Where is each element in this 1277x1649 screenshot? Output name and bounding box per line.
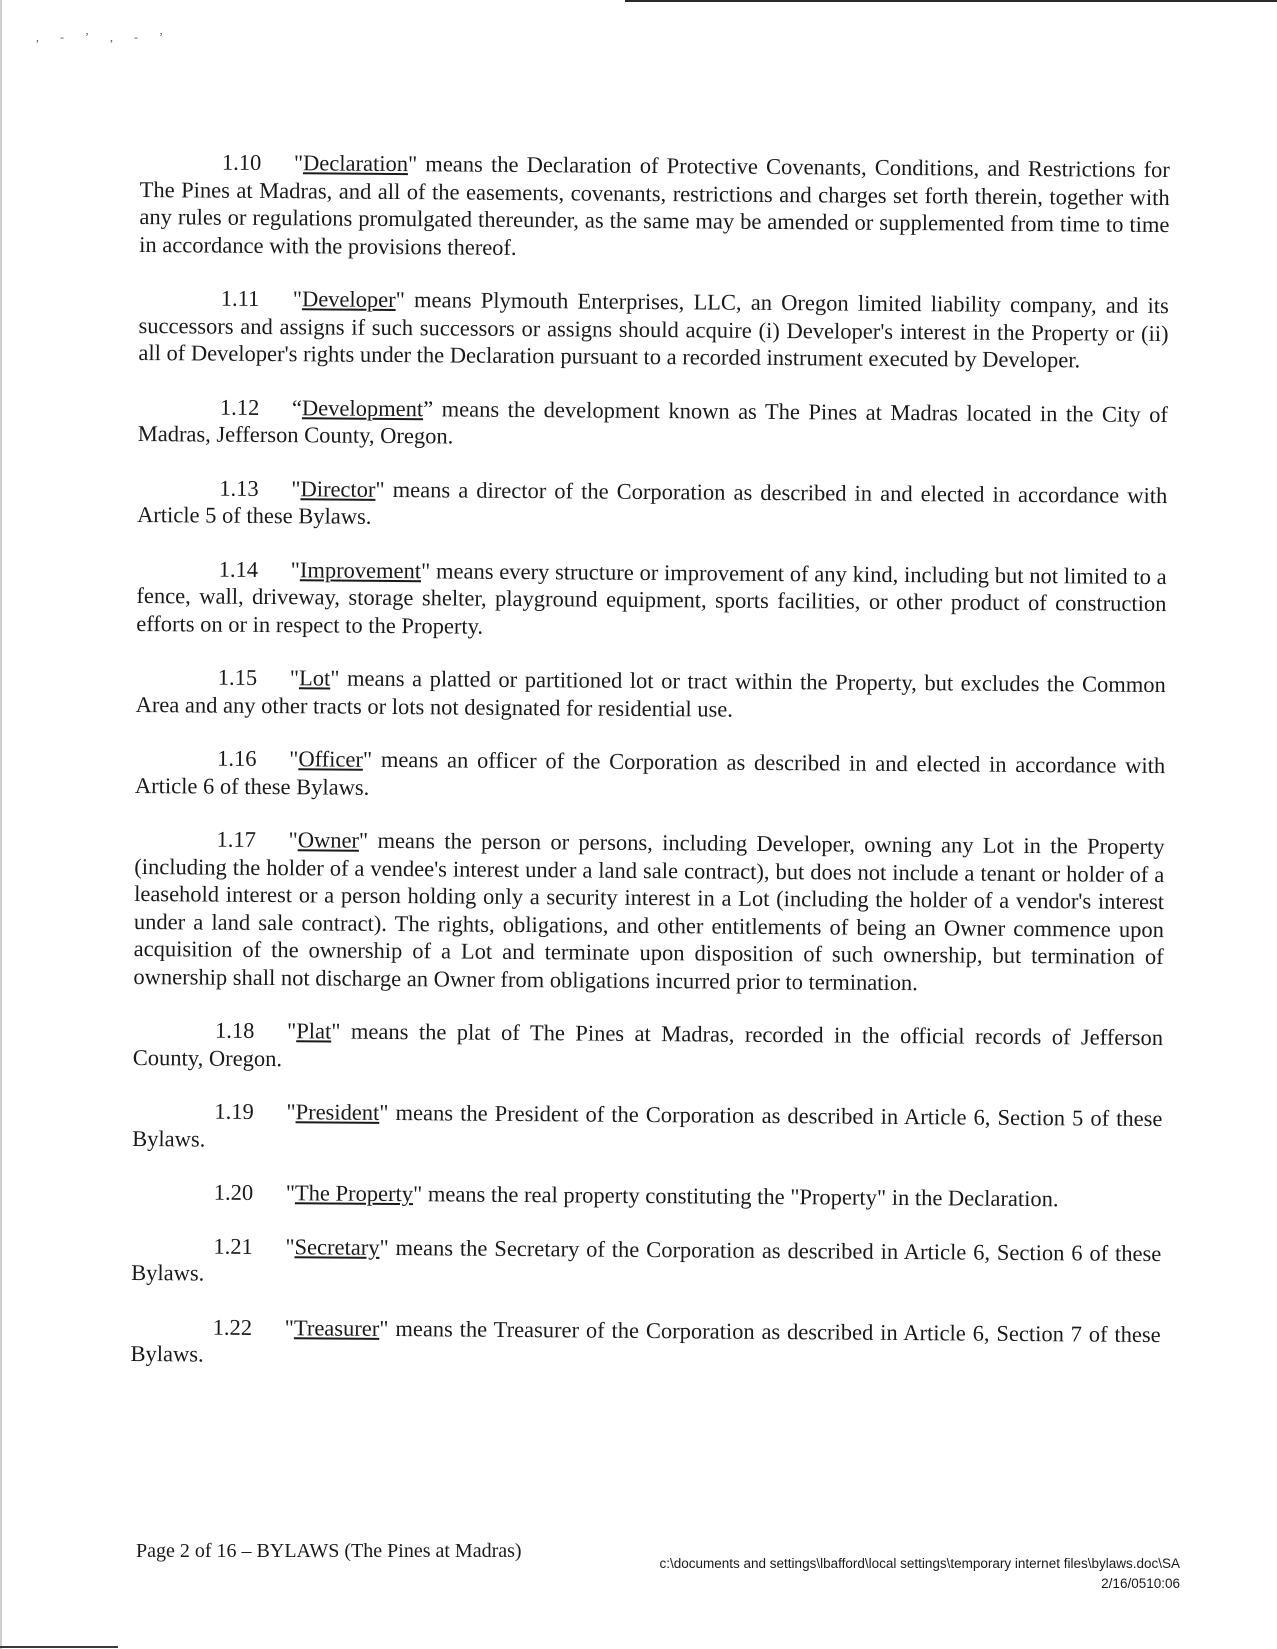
definition-paragraph: 1.13 "Director" means a director of the Corporation as described in and elected in accordance with Article 5 of these Bylaws.	[137, 475, 1168, 529]
section-number: 1.21	[213, 1233, 253, 1259]
section-number: 1.20	[213, 1179, 254, 1205]
definition-paragraph: 1.11 "Developer" means Plymouth Enterprises, LLC, an Oregon limited liability company, and its successors and assigns if such successors or assigns should acquire (i) Developer's interest in the Property or (ii) all of Developer's rights under the Declaration pursuant to a recorded instrument executed by Developer.	[138, 285, 1169, 373]
definition-text: means an officer of the Corporation as described in and elected in accordance with Article 6 of these Bylaws.	[134, 746, 1166, 800]
definition-paragraph: 1.21 "Secretary" means the Secretary of the Corporation as described in Article 6, Section 6 of these Bylaws.	[131, 1233, 1162, 1286]
definition-text: means a director of the Corporation as described in and elected in accordance with Article 5 of these Bylaws.	[137, 476, 1168, 529]
defined-term: Director	[300, 475, 376, 502]
defined-term: Developer	[301, 286, 396, 313]
definition-text: means the Declaration of Protective Covenants, Conditions, and Restrictions for The Pines at Madras, and all of the easements, covenants, restrictions and charges set forth therein, together with any rules or regulations promulgated thereunder, as the same may be amended or supplemented from time to time in accordance with the provisions thereof.	[139, 151, 1170, 260]
defined-term: Officer	[298, 746, 364, 772]
section-number: 1.10	[221, 149, 262, 175]
definition-text: means the Secretary of the Corporation as described in Article 6, Section 6 of these Bylaws.	[131, 1234, 1162, 1286]
bottom-edge-rule	[0, 1646, 118, 1648]
definition-paragraph: 1.20 "The Property" means the real property constituting the "Property" in the Declaration.	[213, 1179, 1059, 1212]
section-number: 1.12	[219, 394, 260, 420]
defined-term: Development	[301, 394, 424, 421]
section-number: 1.13	[219, 475, 259, 501]
defined-term: Improvement	[299, 556, 422, 583]
defined-term: Lot	[298, 665, 331, 691]
definitions-body	[130, 148, 1170, 1402]
footer-page-label: Page 2 of 16 – BYLAWS (The Pines at Madras)	[136, 1540, 522, 1562]
section-number: 1.16	[217, 745, 257, 771]
definition-paragraph: 1.19 "President" means the President of the Corporation as described in Article 6, Section 5 of these Bylaws.	[132, 1098, 1163, 1152]
section-number: 1.18	[214, 1017, 255, 1043]
definition-text: means every structure or improvement of any kind, including but not limited to a fence, wall, driveway, storage shelter, playground equipment, sports facilities, or other product of construction efforts on or in respect to the Property.	[136, 557, 1167, 639]
definition-text: means the real property constituting the "Property" in the Declaration.	[422, 1181, 1059, 1212]
section-number: 1.22	[212, 1314, 253, 1340]
top-edge-rule	[625, 0, 1277, 2]
defined-term: President	[295, 1099, 380, 1125]
definition-paragraph: 1.17 "Owner" means the person or persons, including Developer, owning any Lot in the Property (including the holder of a vendee's interest under a land sale contract), but does not include a tenant or holder of a leasehold interest or a person holding only a security interest in a Lot (including the holder of a vendor's interest under a land sale contract). The rights, obligations, and other entitlements of being an Owner commence upon acquisition of the ownership of a Lot and terminate upon disposition of such ownership, but termination of ownership shall not discharge an Owner from obligations incurred prior to termination.	[133, 826, 1165, 995]
section-number: 1.15	[217, 664, 258, 690]
definition-text: means the Treasurer of the Corporation as described in Article 6, Section 7 of these Bylaws.	[130, 1315, 1161, 1367]
section-number: 1.11	[220, 285, 260, 311]
definition-paragraph: 1.12 “Development” means the development known as The Pines at Madras located in the City of Madras, Jefferson County, Oregon.	[137, 394, 1169, 449]
defined-term: The Property	[294, 1180, 414, 1207]
defined-term: Owner	[297, 827, 360, 853]
footer-file-info	[590, 1554, 1180, 1594]
defined-term: Declaration	[302, 150, 409, 177]
definition-text: means the plat of The Pines at Madras, recorded in the official records of Jefferson County, Oregon.	[132, 1018, 1164, 1071]
footer-file-path: c:\documents and settings\lbafford\local settings\temporary internet files\bylaws.doc\SA	[659, 1556, 1180, 1571]
section-number: 1.17	[216, 826, 257, 852]
section-number: 1.19	[214, 1098, 254, 1124]
definition-text: means the development known as The Pines at Madras located in the City of Madras, Jefferson County, Oregon.	[137, 395, 1169, 449]
left-scan-edge	[0, 0, 2, 1649]
definition-paragraph: 1.22 "Treasurer" means the Treasurer of the Corporation as described in Article 6, Section 7 of these Bylaws.	[130, 1314, 1161, 1367]
footer-date-code: 2/16/0510:06	[1101, 1576, 1180, 1591]
definition-paragraph: 1.16 "Officer" means an officer of the Corporation as described in and elected in accordance with Article 6 of these Bylaws.	[134, 745, 1166, 800]
definition-text: means the person or persons, including Developer, owning any Lot in the Property (including the holder of a vendee's interest under a land sale contract), but does not include a tenant or holder of a leasehold interest or a person holding only a security interest in a Lot (including the holder of a vendor's interest under a land sale contract). The rights, obligations, and other entitlements of being an Owner commence upon acquisition of the ownership of a Lot and terminate upon disposition of such ownership, but termination of ownership shall not discharge an Owner from obligations incurred prior to termination.	[133, 827, 1165, 995]
defined-term: Secretary	[294, 1233, 380, 1260]
definition-text: means a platted or partitioned lot or tract within the Property, but excludes the Common Area and any other tracts or lots not designated for residential use.	[135, 665, 1166, 722]
definition-paragraph: 1.18 "Plat" means the plat of The Pines at Madras, recorded in the official records of Jefferson County, Oregon.	[132, 1017, 1164, 1071]
definition-text: means the President of the Corporation as described in Article 6, Section 5 of these Bylaws.	[132, 1099, 1163, 1152]
defined-term: Treasurer	[293, 1314, 380, 1341]
section-number: 1.14	[218, 556, 259, 582]
definition-paragraph: 1.14 "Improvement" means every structure or improvement of any kind, including but not limited to a fence, wall, driveway, storage shelter, playground equipment, sports facilities, or other product of construction efforts on or in respect to the Property.	[136, 556, 1167, 639]
scan-marks: , - ʼ , - ʼ	[36, 30, 172, 44]
definition-paragraph: 1.10 "Declaration" means the Declaration of Protective Covenants, Conditions, and Restrictions for The Pines at Madras, and all of the easements, covenants, restrictions and charges set forth therein, together with any rules or regulations promulgated thereunder, as the same may be amended or supplemented from time to time in accordance with the provisions thereof.	[139, 149, 1170, 260]
defined-term: Plat	[296, 1018, 332, 1044]
definition-paragraph: 1.15 "Lot" means a platted or partitioned lot or tract within the Property, but excludes the Common Area and any other tracts or lots not designated for residential use.	[135, 664, 1166, 722]
definition-text: means Plymouth Enterprises, LLC, an Oregon limited liability company, and its successors and assigns if such successors or assigns should acquire (i) Developer's interest in the Property or (ii) all of Developer's rights under the Declaration pursuant to a recorded instrument executed by Developer.	[138, 287, 1169, 373]
